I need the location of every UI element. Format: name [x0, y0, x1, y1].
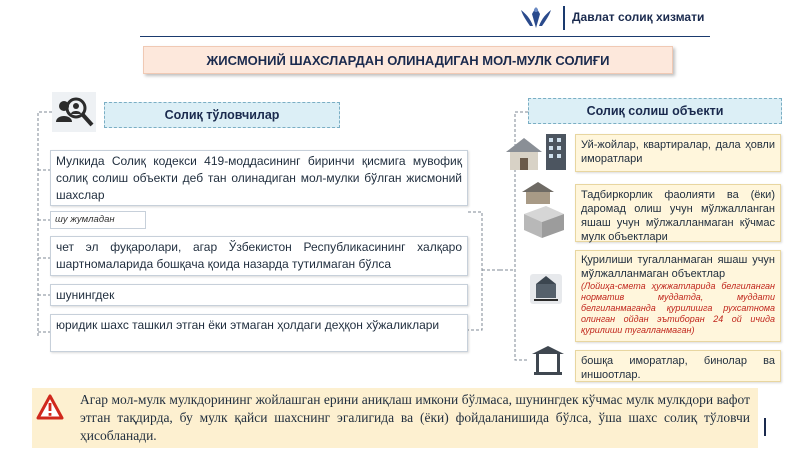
object-item-nonresidential: Тадбиркорлик фаолияти ва (ёки) даромад олиш учун мўлжалланган яшаш учун мўлжалланмаган кўчмас мулк объектлари: [575, 184, 781, 242]
warning-icon: [36, 394, 64, 420]
taxpayer-item-farms: юридик шахс ташкил этган ёки этмаган ҳолдаги деҳқон хўжаликлари: [50, 314, 468, 352]
houses-icon: [504, 132, 570, 172]
construction-icon: [528, 272, 564, 306]
object-item-other-buildings: бошқа иморатлар, бинолар ва иншоотлар.: [575, 350, 781, 382]
slide-marker: [764, 418, 766, 436]
header-separator: [563, 6, 565, 30]
object-unfinished-text: Қурилиши тугалланмаган яшаш учун мўлжалланмаган объектлар: [581, 254, 775, 280]
people-search-icon: [52, 92, 96, 132]
taxpayers-heading: Солиқ тўловчилар: [104, 102, 340, 128]
object-item-dwellings: Уй-жойлар, квартиралар, дала ҳовли иморатлари: [575, 134, 781, 172]
taxpayer-subnote: шу жумладан: [50, 211, 146, 229]
org-name: Давлат солиқ хизмати: [572, 10, 705, 24]
taxpayer-item-also: шунингдек: [50, 284, 468, 306]
tax-object-heading: Солиқ солиш объекти: [528, 98, 782, 124]
emblem-logo-icon: [518, 4, 554, 32]
warning-text: Агар мол-мулк мулкдорининг жойлашган ерини аниқлаш имкони бўлмаса, шунингдек кўчмас мулк мулкдори вафот этган тақдирда, бу мулк қайси шахснинг эгалигида ва (ёки) фойдаланишида бўлса, ўша шахс солиқ тўловчи ҳисобланади.: [80, 392, 750, 443]
structure-icon: [530, 344, 566, 376]
page-title: ЖИСМОНИЙ ШАХСЛАРДАН ОЛИНАДИГАН МОЛ-МУЛК СОЛИҒИ: [143, 46, 673, 74]
object-unfinished-note: (Лойиҳа-смета ҳужжатларида белгиланган норматив муддатда, муддати белгиланмаганда қурилишга рухсатнома олинган ойдан эътиборан 24 ой ичида қурилиши тугалланмаган): [581, 281, 775, 335]
taxpayer-item-foreigners: чет эл фуқаролари, агар Ўзбекистон Республикасининг халқаро шартномаларида бошқача қоида назарда тутилмаган бўлса: [50, 236, 468, 276]
taxpayer-item-individuals: Мулкида Солиқ кодекси 419-моддасининг биринчи қисмига мувофиқ солиқ солиш объекти деб тан олинадиган мол-мулки бўлган жисмоний шахслар: [50, 150, 468, 206]
header-divider: [140, 36, 710, 37]
commercial-building-icon: [516, 178, 568, 240]
object-item-unfinished: [575, 250, 781, 342]
